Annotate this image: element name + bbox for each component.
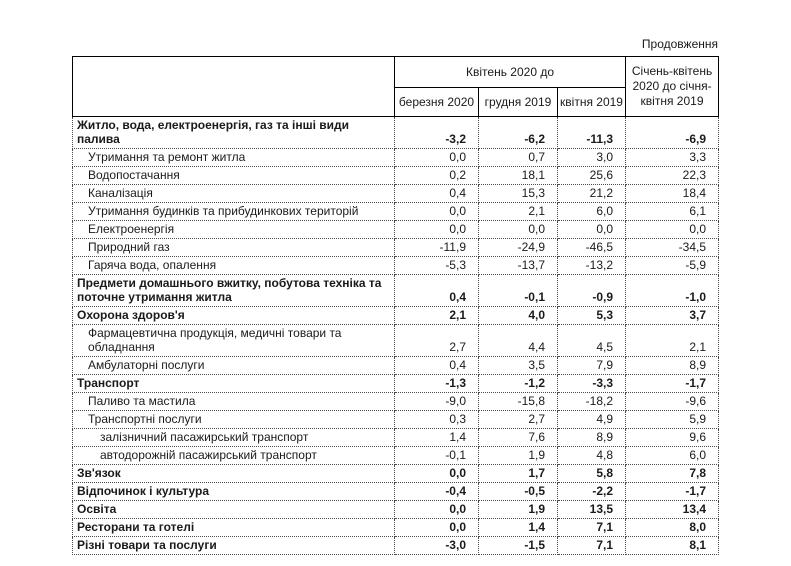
value-cell-march-2020: -9,0	[395, 393, 479, 411]
value-cell-april-2019: -3,3	[558, 375, 626, 393]
value-cell-december-2019: -24,9	[479, 239, 558, 257]
table-header	[73, 57, 719, 117]
value-cell-march-2020: 0,4	[395, 185, 479, 203]
value-cell-period: -6,9	[626, 117, 719, 149]
value-cell-period: 0,0	[626, 221, 719, 239]
value-cell-april-2019: 7,1	[558, 537, 626, 555]
value-cell-december-2019: 2,7	[479, 411, 558, 429]
value-cell-april-2019: 6,0	[558, 203, 626, 221]
table-row	[73, 203, 719, 221]
row-label: Утримання будинків та прибудинкових територій	[73, 203, 395, 221]
value-cell-december-2019: 0,0	[479, 221, 558, 239]
table-row	[73, 185, 719, 203]
row-label: Освіта	[73, 501, 395, 519]
table-row	[73, 375, 719, 393]
row-label: Транспорт	[73, 375, 395, 393]
value-cell-april-2019: 25,6	[558, 167, 626, 185]
column-header-march-2020: березня 2020	[395, 88, 479, 117]
row-label: залізничний пасажирський транспорт	[73, 429, 395, 447]
value-cell-period: 7,8	[626, 465, 719, 483]
value-cell-december-2019: -0,5	[479, 483, 558, 501]
column-header-december-2019: грудня 2019	[479, 88, 558, 117]
table-row	[73, 221, 719, 239]
row-label: Каналізація	[73, 185, 395, 203]
table-row	[73, 537, 719, 555]
group-header-cell: Квітень 2020 до	[395, 57, 626, 88]
continuation-label: Продовження	[641, 37, 718, 51]
table-row	[73, 325, 719, 357]
value-cell-march-2020: -11,9	[395, 239, 479, 257]
table-row	[73, 393, 719, 411]
row-label: Амбулаторні послуги	[73, 357, 395, 375]
value-cell-period: -1,7	[626, 483, 719, 501]
row-label: Паливо та мастила	[73, 393, 395, 411]
value-cell-period: 3,7	[626, 307, 719, 325]
row-label: Гаряча вода, опалення	[73, 257, 395, 275]
value-cell-period: 18,4	[626, 185, 719, 203]
row-label: Водопостачання	[73, 167, 395, 185]
value-cell-march-2020: 0,2	[395, 167, 479, 185]
table-row	[73, 357, 719, 375]
value-cell-period: -1,7	[626, 375, 719, 393]
value-cell-december-2019: 1,7	[479, 465, 558, 483]
value-cell-april-2019: 4,8	[558, 447, 626, 465]
table-body	[73, 117, 719, 555]
value-cell-march-2020: 0,0	[395, 149, 479, 167]
value-cell-april-2019: 13,5	[558, 501, 626, 519]
value-cell-december-2019: -1,5	[479, 537, 558, 555]
table-row	[73, 465, 719, 483]
value-cell-period: 8,9	[626, 357, 719, 375]
row-label: Різні товари та послуги	[73, 537, 395, 555]
value-cell-march-2020: 0,0	[395, 465, 479, 483]
value-cell-april-2019: -0,9	[558, 275, 626, 307]
value-cell-april-2019: -2,2	[558, 483, 626, 501]
value-cell-december-2019: 4,0	[479, 307, 558, 325]
value-cell-march-2020: -0,4	[395, 483, 479, 501]
value-cell-april-2019: 7,9	[558, 357, 626, 375]
row-label: автодорожній пасажирський транспорт	[73, 447, 395, 465]
table-row	[73, 239, 719, 257]
value-cell-period: 22,3	[626, 167, 719, 185]
table-row	[73, 519, 719, 537]
price-index-table	[72, 56, 719, 555]
value-cell-march-2020: -3,0	[395, 537, 479, 555]
value-cell-period: 3,3	[626, 149, 719, 167]
row-label: Транспортні послуги	[73, 411, 395, 429]
value-cell-period: 6,1	[626, 203, 719, 221]
value-cell-march-2020: 0,0	[395, 221, 479, 239]
value-cell-april-2019: 5,8	[558, 465, 626, 483]
value-cell-april-2019: -18,2	[558, 393, 626, 411]
value-cell-april-2019: -13,2	[558, 257, 626, 275]
row-label: Житло, вода, електроенергія, газ та інші види палива	[73, 117, 395, 149]
value-cell-period: 8,1	[626, 537, 719, 555]
row-label: Відпочинок і культура	[73, 483, 395, 501]
row-label: Утримання та ремонт житла	[73, 149, 395, 167]
value-cell-april-2019: 3,0	[558, 149, 626, 167]
value-cell-period: 8,0	[626, 519, 719, 537]
value-cell-march-2020: 0,3	[395, 411, 479, 429]
value-cell-april-2019: -46,5	[558, 239, 626, 257]
row-label: Фармацевтична продукція, медичні товари та обладнання	[73, 325, 395, 357]
table-row	[73, 307, 719, 325]
table-row	[73, 411, 719, 429]
value-cell-period: 6,0	[626, 447, 719, 465]
value-cell-april-2019: 7,1	[558, 519, 626, 537]
table-row	[73, 447, 719, 465]
table-row	[73, 149, 719, 167]
value-cell-april-2019: 21,2	[558, 185, 626, 203]
table-row	[73, 167, 719, 185]
value-cell-december-2019: -1,2	[479, 375, 558, 393]
row-label: Охорона здоров'я	[73, 307, 395, 325]
value-cell-december-2019: 1,9	[479, 447, 558, 465]
row-label: Предмети домашнього вжитку, побутова техніка та поточне утримання житла	[73, 275, 395, 307]
value-cell-period: 2,1	[626, 325, 719, 357]
value-cell-december-2019: 4,4	[479, 325, 558, 357]
value-cell-march-2020: 0,0	[395, 203, 479, 221]
value-cell-march-2020: 0,0	[395, 501, 479, 519]
value-cell-april-2019: 0,0	[558, 221, 626, 239]
value-cell-december-2019: 15,3	[479, 185, 558, 203]
row-label: Ресторани та готелі	[73, 519, 395, 537]
value-cell-march-2020: -1,3	[395, 375, 479, 393]
column-header-april-2019: квітня 2019	[558, 88, 626, 117]
value-cell-march-2020: 0,0	[395, 519, 479, 537]
value-cell-december-2019: 1,9	[479, 501, 558, 519]
value-cell-period: 9,6	[626, 429, 719, 447]
table-row	[73, 501, 719, 519]
value-cell-december-2019: 1,4	[479, 519, 558, 537]
row-label: Електроенергія	[73, 221, 395, 239]
value-cell-december-2019: -6,2	[479, 117, 558, 149]
value-cell-period: -34,5	[626, 239, 719, 257]
value-cell-december-2019: -0,1	[479, 275, 558, 307]
value-cell-period: -5,9	[626, 257, 719, 275]
value-cell-december-2019: 0,7	[479, 149, 558, 167]
value-cell-april-2019: 4,5	[558, 325, 626, 357]
table-container	[72, 37, 718, 555]
table-row	[73, 275, 719, 307]
period-header-cell: Січень-квітень 2020 до січня-квітня 2019	[626, 57, 719, 117]
value-cell-april-2019: -11,3	[558, 117, 626, 149]
row-label: Природний газ	[73, 239, 395, 257]
value-cell-march-2020: 0,4	[395, 275, 479, 307]
value-cell-april-2019: 8,9	[558, 429, 626, 447]
value-cell-december-2019: 18,1	[479, 167, 558, 185]
table-row	[73, 429, 719, 447]
value-cell-march-2020: 2,1	[395, 307, 479, 325]
header-group-row	[73, 57, 719, 88]
empty-header-cell	[73, 57, 395, 117]
value-cell-march-2020: -5,3	[395, 257, 479, 275]
table-row	[73, 483, 719, 501]
row-label: Зв'язок	[73, 465, 395, 483]
value-cell-december-2019: -15,8	[479, 393, 558, 411]
value-cell-december-2019: -13,7	[479, 257, 558, 275]
value-cell-march-2020: -0,1	[395, 447, 479, 465]
value-cell-april-2019: 5,3	[558, 307, 626, 325]
value-cell-december-2019: 3,5	[479, 357, 558, 375]
value-cell-period: -1,0	[626, 275, 719, 307]
table-row	[73, 257, 719, 275]
table-row	[73, 117, 719, 149]
value-cell-period: 13,4	[626, 501, 719, 519]
value-cell-march-2020: -3,2	[395, 117, 479, 149]
value-cell-period: -9,6	[626, 393, 719, 411]
value-cell-december-2019: 2,1	[479, 203, 558, 221]
value-cell-march-2020: 0,4	[395, 357, 479, 375]
value-cell-december-2019: 7,6	[479, 429, 558, 447]
value-cell-april-2019: 4,9	[558, 411, 626, 429]
value-cell-march-2020: 1,4	[395, 429, 479, 447]
value-cell-period: 5,9	[626, 411, 719, 429]
value-cell-march-2020: 2,7	[395, 325, 479, 357]
